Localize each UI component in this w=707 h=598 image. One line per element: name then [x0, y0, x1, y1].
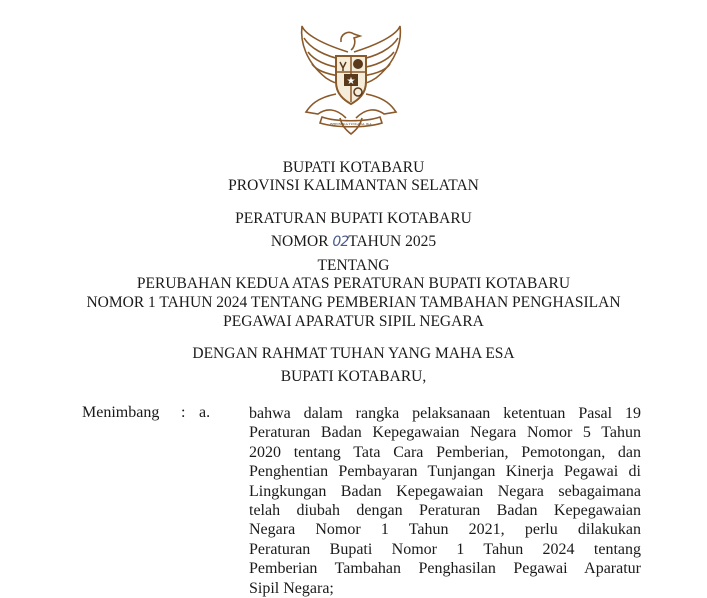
text-line: telah diubah dengan Peraturan Badan Kepegawaian: [249, 501, 641, 519]
regulation-number: [0, 232, 707, 252]
subject-line: NOMOR 1 TAHUN 2024 TENTANG PEMBERIAN TAMBAHAN PENGHASILAN: [86, 294, 621, 311]
number-suffix: TAHUN 2025: [348, 233, 437, 250]
province-heading: PROVINSI KALIMANTAN SELATAN: [228, 177, 479, 194]
subject-line: PEGAWAI APARATUR SIPIL NEGARA: [223, 313, 484, 330]
number-prefix: NOMOR: [270, 233, 329, 250]
text-line: Lingkungan Badan Kepegawaian Negara sebagaimana: [249, 482, 641, 500]
text-line: Negara Nomor 1 Tahun 2021, perlu dilakukan: [249, 521, 641, 539]
svg-text:BHINNEKA TUNGGAL IKA: BHINNEKA TUNGGAL IKA: [330, 122, 372, 126]
text-line: bahwa dalam rangka pelaksanaan ketentuan Pasal 19: [249, 405, 641, 422]
text-line: 2020 tentang Tata Cara Pemberian, Pemotongan, dan: [249, 443, 641, 461]
invocation: DENGAN RAHMAT TUHAN YANG MAHA ESA: [192, 345, 515, 362]
authority: BUPATI KOTABARU,: [280, 368, 427, 385]
about-heading: TENTANG: [317, 257, 390, 274]
regulation-title: PERATURAN BUPATI KOTABARU: [235, 210, 472, 227]
text-line: Penghentian Pembayaran Tunjangan Kinerja Pegawai di: [249, 463, 641, 481]
number-handwritten: 02: [332, 234, 349, 250]
considering-label: Menimbang: [82, 404, 160, 421]
regent-heading: BUPATI KOTABARU: [282, 159, 425, 176]
subject-line: PERUBAHAN KEDUA ATAS PERATURAN BUPATI KOTABARU: [136, 275, 571, 292]
garuda-emblem-icon: [296, 22, 406, 136]
svg-text:★: ★: [346, 76, 356, 87]
considering-text: [249, 404, 641, 598]
text-line: Pemberian Tambahan Penghasilan Pegawai Aparatur: [249, 560, 641, 578]
text-line: Sipil Negara;: [249, 579, 334, 597]
text-line: Peraturan Badan Kepegawaian Negara Nomor 5 Tahun: [249, 424, 641, 442]
item-marker: a.: [199, 404, 211, 421]
text-line: Peraturan Bupati Nomor 1 Tahun 2024 tentang: [249, 540, 641, 558]
considering-colon: :: [181, 404, 186, 421]
